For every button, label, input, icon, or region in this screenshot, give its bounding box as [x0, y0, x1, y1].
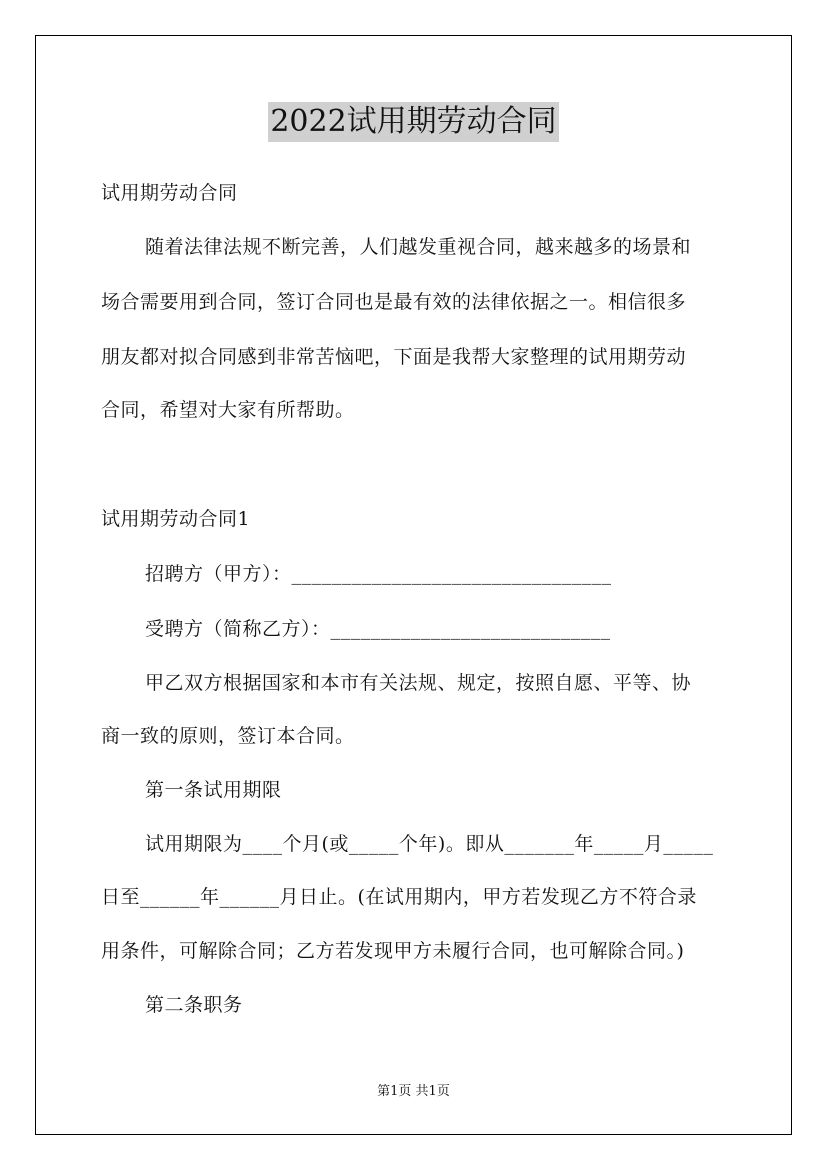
principle-line-2: 商一致的原则，签订本合同。: [101, 725, 355, 747]
intro-line-4: 合同，希望对大家有所帮助。: [101, 399, 355, 421]
intro-line-2: 场合需要用到合同，签订合同也是最有效的法律依据之一。相信很多: [101, 291, 687, 313]
principle-line-1: 甲乙双方根据国家和本市有关法规、规定，按照自愿、平等、协: [145, 672, 692, 694]
employee-line: 受聘方（简称乙方）：____________________________: [145, 618, 611, 640]
document-subtitle: 试用期劳动合同: [101, 182, 238, 204]
article1-line-1: 试用期限为____个月(或_____个年)。即从_______年_____月_____: [145, 833, 714, 855]
document-title: 2022试用期劳动合同: [268, 102, 558, 142]
article1-line-2: 日至______年______月日止。(在试用期内，甲方若发现乙方不符合录: [101, 886, 697, 908]
article2-heading: 第二条职务: [145, 994, 243, 1016]
article1-line-3: 用条件，可解除合同；乙方若发现甲方未履行合同，也可解除合同。): [101, 940, 685, 962]
intro-line-3: 朋友都对拟合同感到非常苦恼吧，下面是我帮大家整理的试用期劳动: [101, 346, 687, 368]
title-container: [0, 102, 827, 142]
article1-heading: 第一条试用期限: [145, 779, 282, 801]
intro-line-1: 随着法律法规不断完善，人们越发重视合同，越来越多的场景和: [145, 236, 692, 258]
section1-heading: 试用期劳动合同1: [101, 508, 251, 530]
employer-line: 招聘方（甲方）：________________________________: [145, 563, 612, 585]
page-footer: 第1页 共1页: [377, 1084, 450, 1099]
